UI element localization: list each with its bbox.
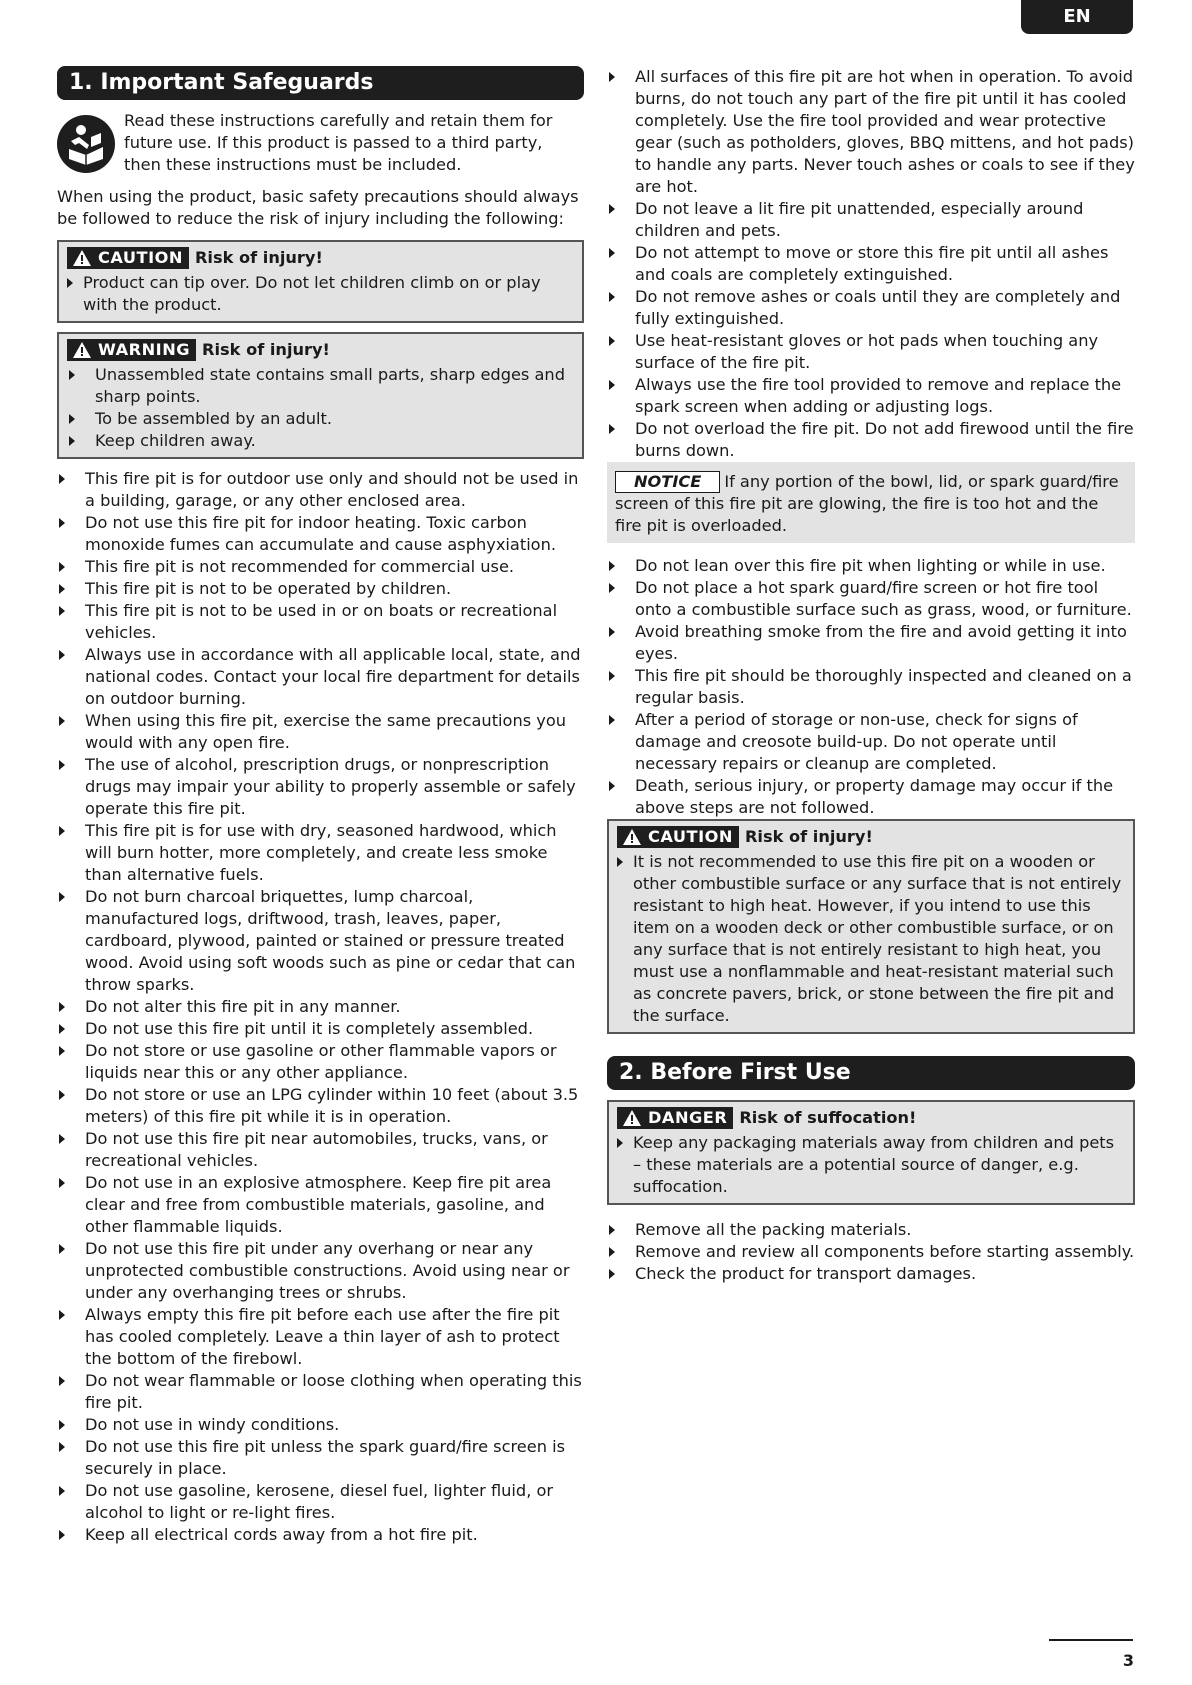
right-column	[607, 66, 1135, 1285]
list-item: Do not use this fire pit unless the spark guard/fire screen is securely in place.	[57, 1436, 584, 1480]
list-item: Always use the fire tool provided to remove and replace the spark screen when adding or adjusting logs.	[607, 374, 1135, 418]
notice-label: NOTICE	[615, 471, 720, 493]
safeguards-list	[57, 468, 584, 1546]
list-item: Do not use this fire pit under any overhang or near any unprotected combustible constructions. Avoid using near or under any overhanging trees or shrubs.	[57, 1238, 584, 1304]
section-1-heading: 1. Important Safeguards	[57, 66, 584, 100]
list-item: Do not use gasoline, kerosene, diesel fuel, lighter fluid, or alcohol to light or re-light fires.	[57, 1480, 584, 1524]
caution-title: Risk of injury!	[744, 827, 873, 846]
list-item: Remove all the packing materials.	[607, 1219, 1135, 1241]
list-item: Do not use in windy conditions.	[57, 1414, 584, 1436]
safeguards-list-continued	[607, 66, 1135, 462]
list-item: After a period of storage or non-use, check for signs of damage and creosote build-up. Do not operate until necessary repairs or cleanup are completed.	[607, 709, 1135, 775]
left-column	[57, 66, 584, 1546]
intro-block	[57, 110, 584, 176]
list-item: It is not recommended to use this fire pit on a wooden or other combustible surface or any surface that is not entirely resistant to high heat. However, if you intend to use this item on a wooden deck or other combustible surface, or on any surface that is not entirely resistant to high heat, you must use a nonflammable and heat-resistant material such as concrete pavers, brick, or stone between the fire pit and the surface.	[617, 851, 1125, 1027]
list-item: Do not wear flammable or loose clothing when operating this fire pit.	[57, 1370, 584, 1414]
list-item: Unassembled state contains small parts, sharp edges and sharp points.	[67, 364, 574, 408]
warning-triangle-icon	[73, 342, 91, 358]
list-item: This fire pit is for use with dry, seasoned hardwood, which will burn hotter, more completely, and create less smoke than alternative fuels.	[57, 820, 584, 886]
footer-rule	[1049, 1639, 1133, 1641]
warning-label: WARNING	[67, 339, 196, 361]
caution-label: CAUTION	[67, 247, 189, 269]
page-number: 3	[1122, 1651, 1134, 1670]
safeguards-list-2	[607, 555, 1135, 819]
danger-box-suffocation	[607, 1100, 1135, 1205]
caution-box-tipover	[57, 240, 584, 323]
list-item: Keep any packaging materials away from children and pets – these materials are a potential source of danger, e.g. suffocation.	[617, 1132, 1125, 1198]
list-item: Check the product for transport damages.	[607, 1263, 1135, 1285]
notice-box	[607, 462, 1135, 543]
lead-paragraph: When using the product, basic safety precautions should always be followed to reduce the risk of injury including the following:	[57, 187, 579, 228]
list-item: Death, serious injury, or property damage may occur if the above steps are not followed.	[607, 775, 1135, 819]
list-item: Remove and review all components before starting assembly.	[607, 1241, 1135, 1263]
list-item: Do not burn charcoal briquettes, lump charcoal, manufactured logs, driftwood, trash, leaves, paper, cardboard, plywood, painted or stained or pressure treated wood. Avoid using soft woods such as pine or cedar that can throw sparks.	[57, 886, 584, 996]
caution-box-surface	[607, 819, 1135, 1034]
list-item: All surfaces of this fire pit are hot when in operation. To avoid burns, do not touch any part of the fire pit until it has cooled completely. Use the fire tool provided and wear protective gear (such as potholders, gloves, BBQ mittens, and hot pads) to handle any parts. Never touch ashes or coals to see if they are hot.	[607, 66, 1135, 198]
caution-title: Risk of injury!	[194, 248, 323, 267]
list-item: Do not use this fire pit for indoor heating. Toxic carbon monoxide fumes can accumulate and cause asphyxiation.	[57, 512, 584, 556]
list-item: Do not attempt to move or store this fire pit until all ashes and coals are completely extinguished.	[607, 242, 1135, 286]
list-item: This fire pit is not to be operated by children.	[57, 578, 584, 600]
list-item: This fire pit is for outdoor use only and should not be used in a building, garage, or any other enclosed area.	[57, 468, 584, 512]
language-tab: EN	[1021, 0, 1133, 34]
warning-title: Risk of injury!	[202, 340, 330, 359]
list-item: To be assembled by an adult.	[67, 408, 574, 430]
read-manual-icon	[57, 115, 115, 173]
warning-triangle-icon	[623, 1110, 641, 1126]
danger-title: Risk of suffocation!	[739, 1108, 917, 1127]
list-item: Use heat-resistant gloves or hot pads when touching any surface of the fire pit.	[607, 330, 1135, 374]
intro-text: Read these instructions carefully and retain them for future use. If this product is passed to a third party, then these instructions must be included.	[124, 111, 553, 174]
danger-label: DANGER	[617, 1107, 733, 1129]
list-item: Always use in accordance with all applicable local, state, and national codes. Contact your local fire department for details on outdoor burning.	[57, 644, 584, 710]
before-first-use-list	[607, 1219, 1135, 1285]
notice-text: If any portion of the bowl, lid, or spark guard/fire screen of this fire pit are glowing, the fire is too hot and the fire pit is overloaded.	[615, 472, 1119, 535]
list-item: Do not leave a lit fire pit unattended, especially around children and pets.	[607, 198, 1135, 242]
list-item: Do not overload the fire pit. Do not add firewood until the fire burns down.	[607, 418, 1135, 462]
list-item: This fire pit is not recommended for commercial use.	[57, 556, 584, 578]
list-item: The use of alcohol, prescription drugs, or nonprescription drugs may impair your ability to properly assemble or safely operate this fire pit.	[57, 754, 584, 820]
warning-triangle-icon	[73, 250, 91, 266]
list-item: Product can tip over. Do not let children climb on or play with the product.	[67, 272, 574, 316]
list-item: Do not use in an explosive atmosphere. Keep fire pit area clear and free from combustible materials, gasoline, and other flammable liquids.	[57, 1172, 584, 1238]
list-item: Do not place a hot spark guard/fire screen or hot fire tool onto a combustible surface such as grass, wood, or furniture.	[607, 577, 1135, 621]
list-item: Do not use this fire pit until it is completely assembled.	[57, 1018, 584, 1040]
list-item: This fire pit should be thoroughly inspected and cleaned on a regular basis.	[607, 665, 1135, 709]
list-item: Do not store or use an LPG cylinder within 10 feet (about 3.5 meters) of this fire pit while it is in operation.	[57, 1084, 584, 1128]
list-item: This fire pit is not to be used in or on boats or recreational vehicles.	[57, 600, 584, 644]
list-item: Keep all electrical cords away from a hot fire pit.	[57, 1524, 584, 1546]
list-item: Keep children away.	[67, 430, 574, 452]
list-item: Avoid breathing smoke from the fire and avoid getting it into eyes.	[607, 621, 1135, 665]
list-item: Do not alter this fire pit in any manner.	[57, 996, 584, 1018]
list-item: Do not store or use gasoline or other flammable vapors or liquids near this or any other appliance.	[57, 1040, 584, 1084]
list-item: When using this fire pit, exercise the same precautions you would with any open fire.	[57, 710, 584, 754]
list-item: Do not use this fire pit near automobiles, trucks, vans, or recreational vehicles.	[57, 1128, 584, 1172]
list-item: Do not remove ashes or coals until they are completely and fully extinguished.	[607, 286, 1135, 330]
caution-label: CAUTION	[617, 826, 739, 848]
list-item: Always empty this fire pit before each use after the fire pit has cooled completely. Leave a thin layer of ash to protect the bottom of the firebowl.	[57, 1304, 584, 1370]
warning-triangle-icon	[623, 829, 641, 845]
warning-box-assembly	[57, 332, 584, 459]
list-item: Do not lean over this fire pit when lighting or while in use.	[607, 555, 1135, 577]
section-2-heading: 2. Before First Use	[607, 1056, 1135, 1090]
